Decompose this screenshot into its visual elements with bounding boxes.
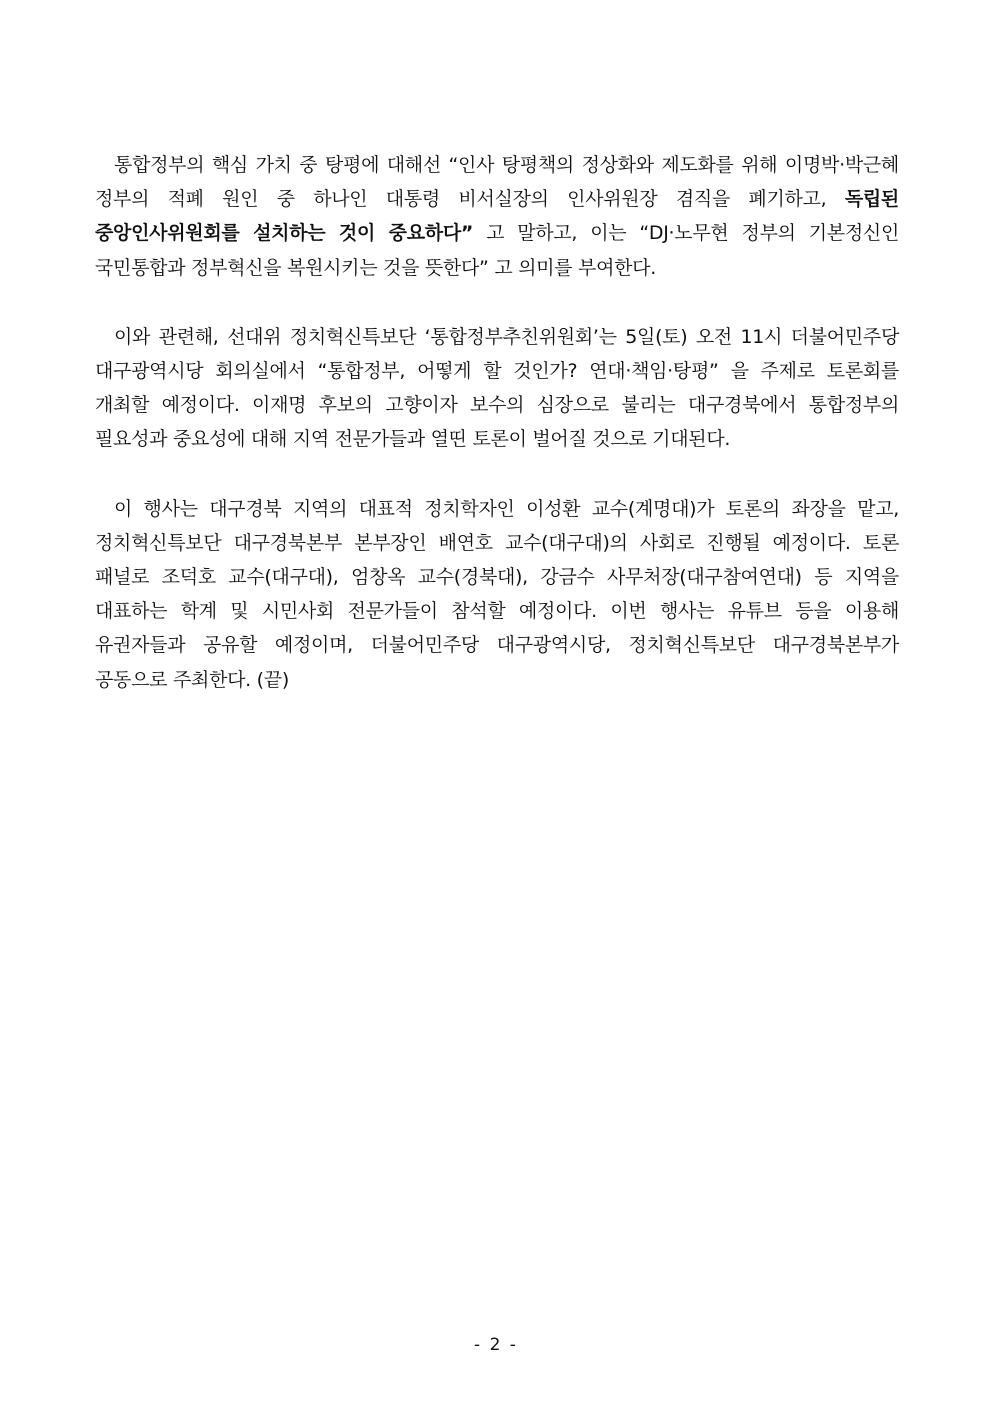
paragraph-1 <box>95 148 899 285</box>
paragraph-1-text: 통합정부의 핵심 가치 중 탕평에 대해선 “인사 탕평책의 정상화와 제도화를 위해 이명박·박근혜 정부의 적폐 원인 중 하나인 대통령 비서실장의 인사위원장 겸직을 폐기하고, <box>95 154 899 211</box>
paragraph-3 <box>95 492 899 697</box>
paragraph-3-text: 이 행사는 대구경북 지역의 대표적 정치학자인 이성환 교수(계명대)가 토론의 좌장을 맡고, 정치혁신특보단 대구경북본부 본부장인 배연호 교수(대구대)의 사회로 진행될 예정이다. 토론 패널로 조덕호 교수(대구대), 엄창옥 교수(경북대), 강금수 사무처장(대구참여연대) 등 지역을 대표하는 학계 및 시민사회 전문가들이 참석할 예정이다. 이번 행사는 유튜브 등을 이용해 유권자들과 공유할 예정이며, 더불어민주당 대구광역시당, 정치혁신특보단 대구경북본부가 공동으로 주최한다. (끝) <box>95 497 899 691</box>
paragraph-1-emphasis: 독립된 중앙인사위원회를 설치하는 것이 중요하다” <box>95 188 899 245</box>
page-number: - 2 - <box>474 1335 518 1355</box>
paragraph-2 <box>95 320 899 457</box>
document-body <box>95 148 899 732</box>
paragraph-1-text-continued: 고 말하고, 이는 “DJ·노무현 정부의 기본정신인 국민통합과 정부혁신을 복원시키는 것을 뜻한다” 고 의미를 부여한다. <box>95 222 900 279</box>
paragraph-2-text: 이와 관련해, 선대위 정치혁신특보단 ‘통합정부추친위원회’는 5일(토) 오전 11시 더불어민주당 대구광역시당 회의실에서 “통합정부, 어떻게 할 것인가? 연대·책임·탕평” 을 주제로 토론회를 개최할 예정이다. 이재명 후보의 고향이자 보수의 심장으로 불리는 대구경북에서 통합정부의 필요성과 중요성에 대해 지역 전문가들과 열띤 토론이 벌어질 것으로 기대된다. <box>95 325 899 451</box>
